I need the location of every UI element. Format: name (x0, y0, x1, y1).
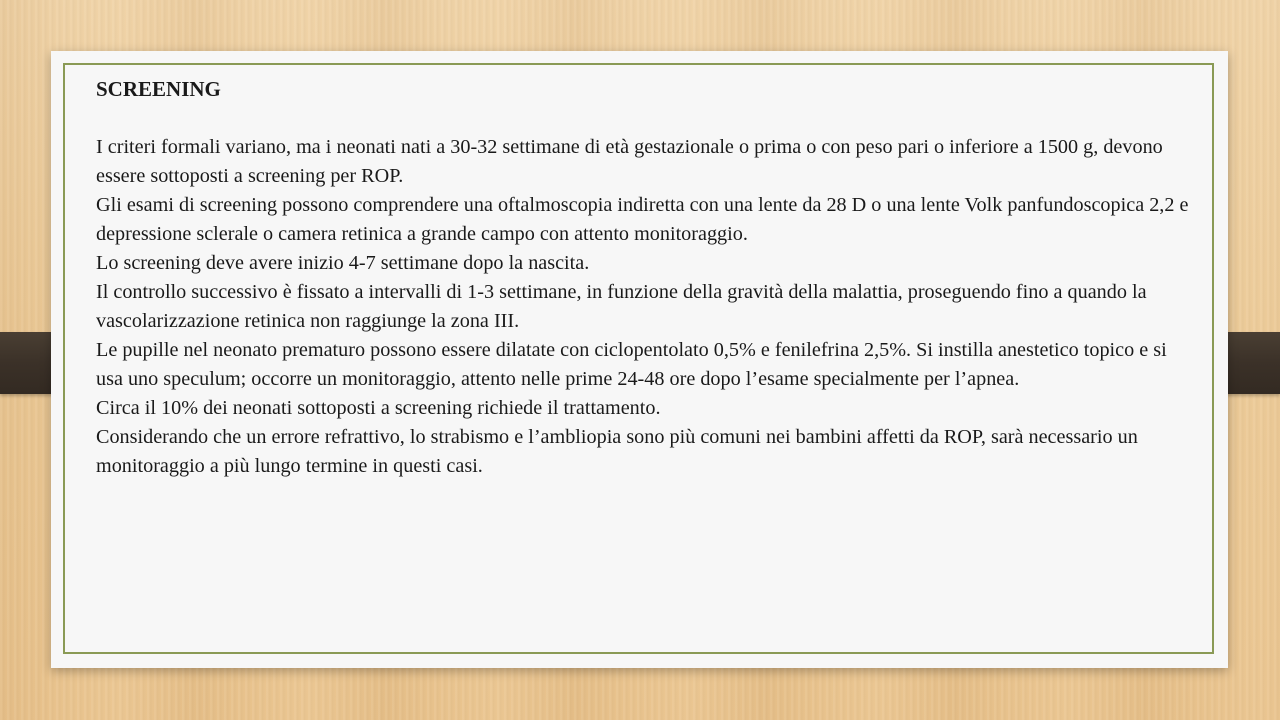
paragraph-eligibility-criteria: I criteri formali variano, ma i neonati nati a 30-32 settimane di età gestazionale o prima o con peso pari o inferiore a 1500 g, devono essere sottoposti a screening per ROP. (96, 136, 1163, 187)
paragraph-treatment-rate: Circa il 10% dei neonati sottoposti a screening richiede il trattamento. (96, 397, 661, 419)
paragraph-screening-start: Lo screening deve avere inizio 4-7 settimane dopo la nascita. (96, 252, 590, 274)
slide-title: SCREENING (96, 77, 221, 101)
slide-content (96, 75, 1191, 481)
paragraph-follow-up: Il controllo successivo è fissato a intervalli di 1-3 settimane, in funzione della gravità della malattia, proseguendo fino a quando la vascolarizzazione retinica non raggiunge la zona III. (96, 281, 1147, 332)
paragraph-screening-exams: Gli esami di screening possono comprendere una oftalmoscopia indiretta con una lente da 28 D o una lente Volk panfundoscopica 2,2 e depressione sclerale o camera retinica a grande campo con attento monitoraggio. (96, 194, 1189, 245)
paragraph-pupil-dilation: Le pupille nel neonato prematuro possono essere dilatate con ciclopentolato 0,5% e fenilefrina 2,5%. Si instilla anestetico topico e si usa uno speculum; occorre un monitoraggio, attento nelle prime 24-48 ore dopo l’esame specialmente per l’apnea. (96, 339, 1167, 390)
paragraph-long-term-monitoring: Considerando che un errore refrattivo, lo strabismo e l’ambliopia sono più comuni nei bambini affetti da ROP, sarà necessario un monitoraggio a più lungo termine in questi casi. (96, 426, 1138, 477)
slide-card (51, 51, 1228, 668)
